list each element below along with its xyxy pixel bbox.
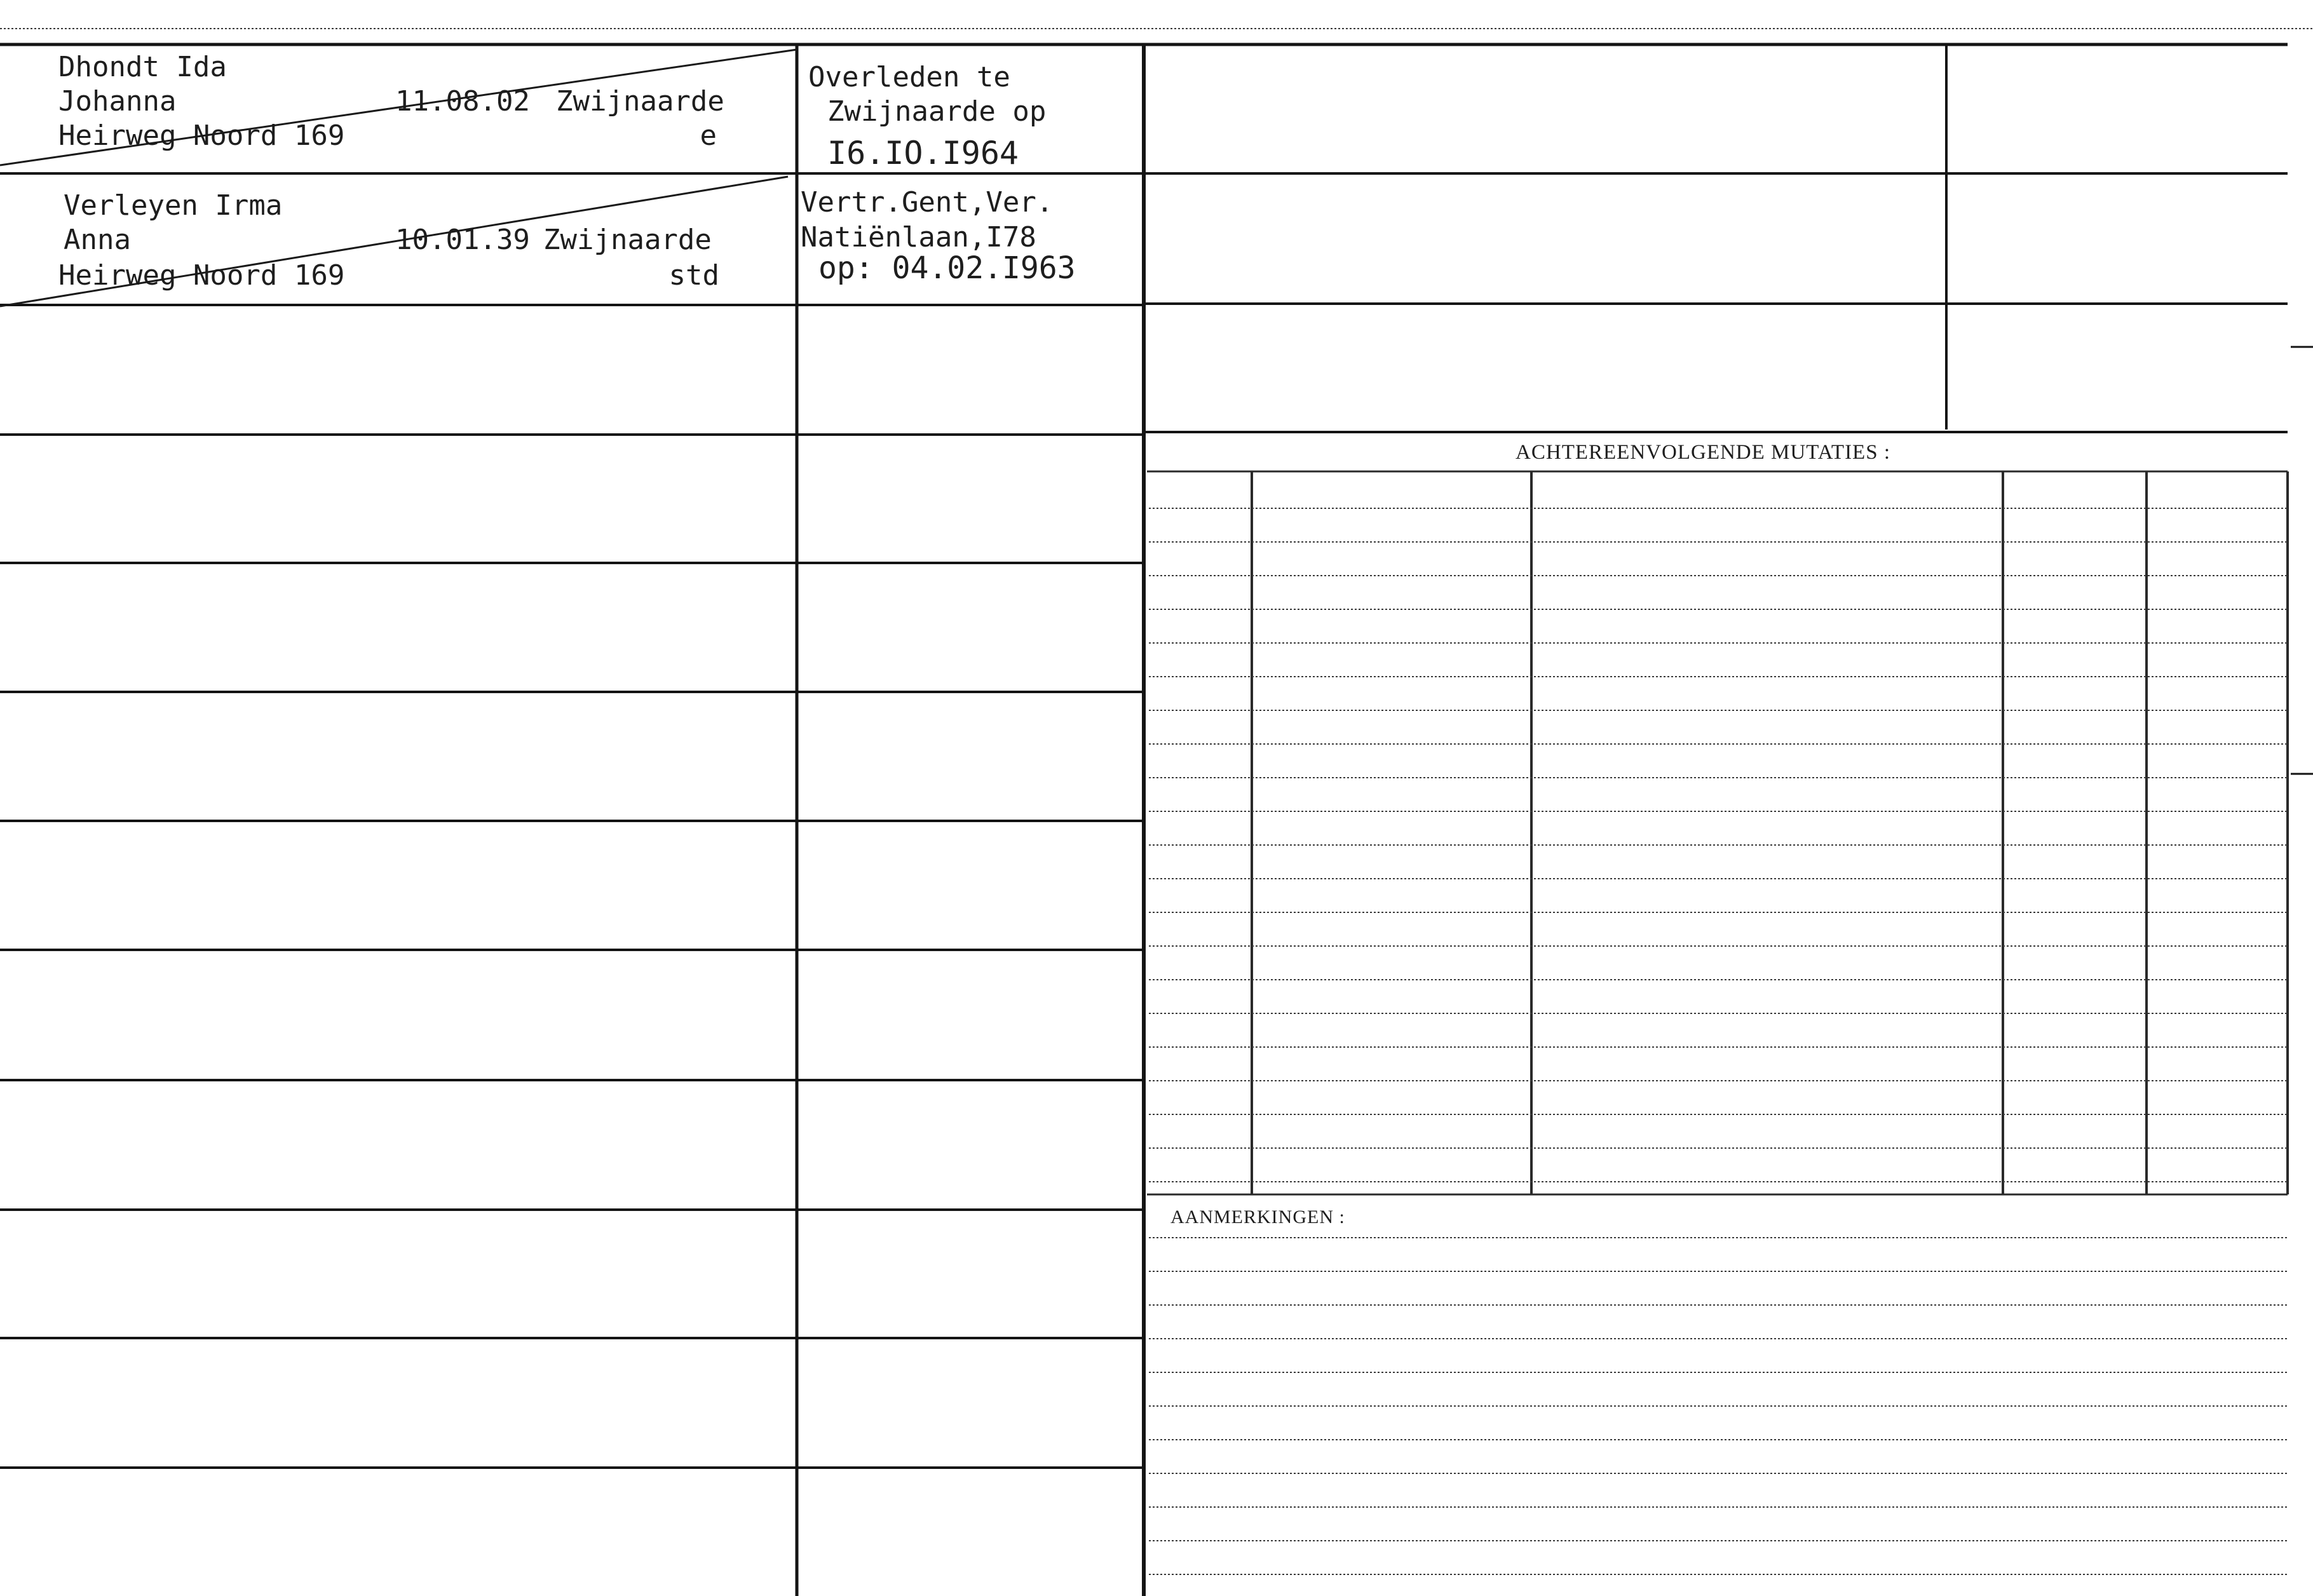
record-2-birth-place: Zwijnaarde — [543, 224, 712, 256]
record-2-address: Heirweg Noord 169 — [58, 259, 345, 292]
record-2-name-line1: Verleyen Irma — [64, 189, 283, 222]
mutations-title: ACHTEREENVOLGENDE MUTATIES : — [1516, 441, 1890, 464]
left-row-rules — [0, 173, 1144, 1468]
record-2-name-line2: Anna — [64, 224, 131, 256]
record-2-note-line3: op: 04.02.I963 — [818, 250, 1076, 286]
record-1-birth-date: 11.08.02 — [395, 85, 530, 118]
record-1-code: e — [700, 119, 717, 152]
record-1-note-line2: Zwijnaarde op — [827, 95, 1047, 128]
record-1-note-line1: Overleden te — [808, 61, 1010, 93]
record-2 — [0, 177, 1076, 306]
record-1-name-line1: Dhondt Ida — [58, 51, 227, 83]
record-2-code: std — [668, 259, 719, 292]
mutations-rows — [1149, 508, 2288, 1182]
record-2-birth-date: 10.01.39 — [395, 224, 530, 256]
record-1-birth-place: Zwijnaarde — [556, 85, 724, 118]
record-2-note-line1: Vertr.Gent,Ver. — [801, 186, 1054, 219]
record-1-note-line3: I6.IO.I964 — [827, 135, 1019, 172]
record-1 — [0, 50, 1046, 172]
remarks-lines — [1149, 1238, 2288, 1574]
record-1-name-line2: Johanna — [58, 85, 177, 118]
record-1-address: Heirweg Noord 169 — [58, 119, 345, 152]
remarks-title: AANMERKINGEN : — [1170, 1207, 1345, 1227]
record-2-note-line2: Natiënlaan,I78 — [801, 221, 1036, 254]
mutations-columns — [1252, 471, 2288, 1194]
